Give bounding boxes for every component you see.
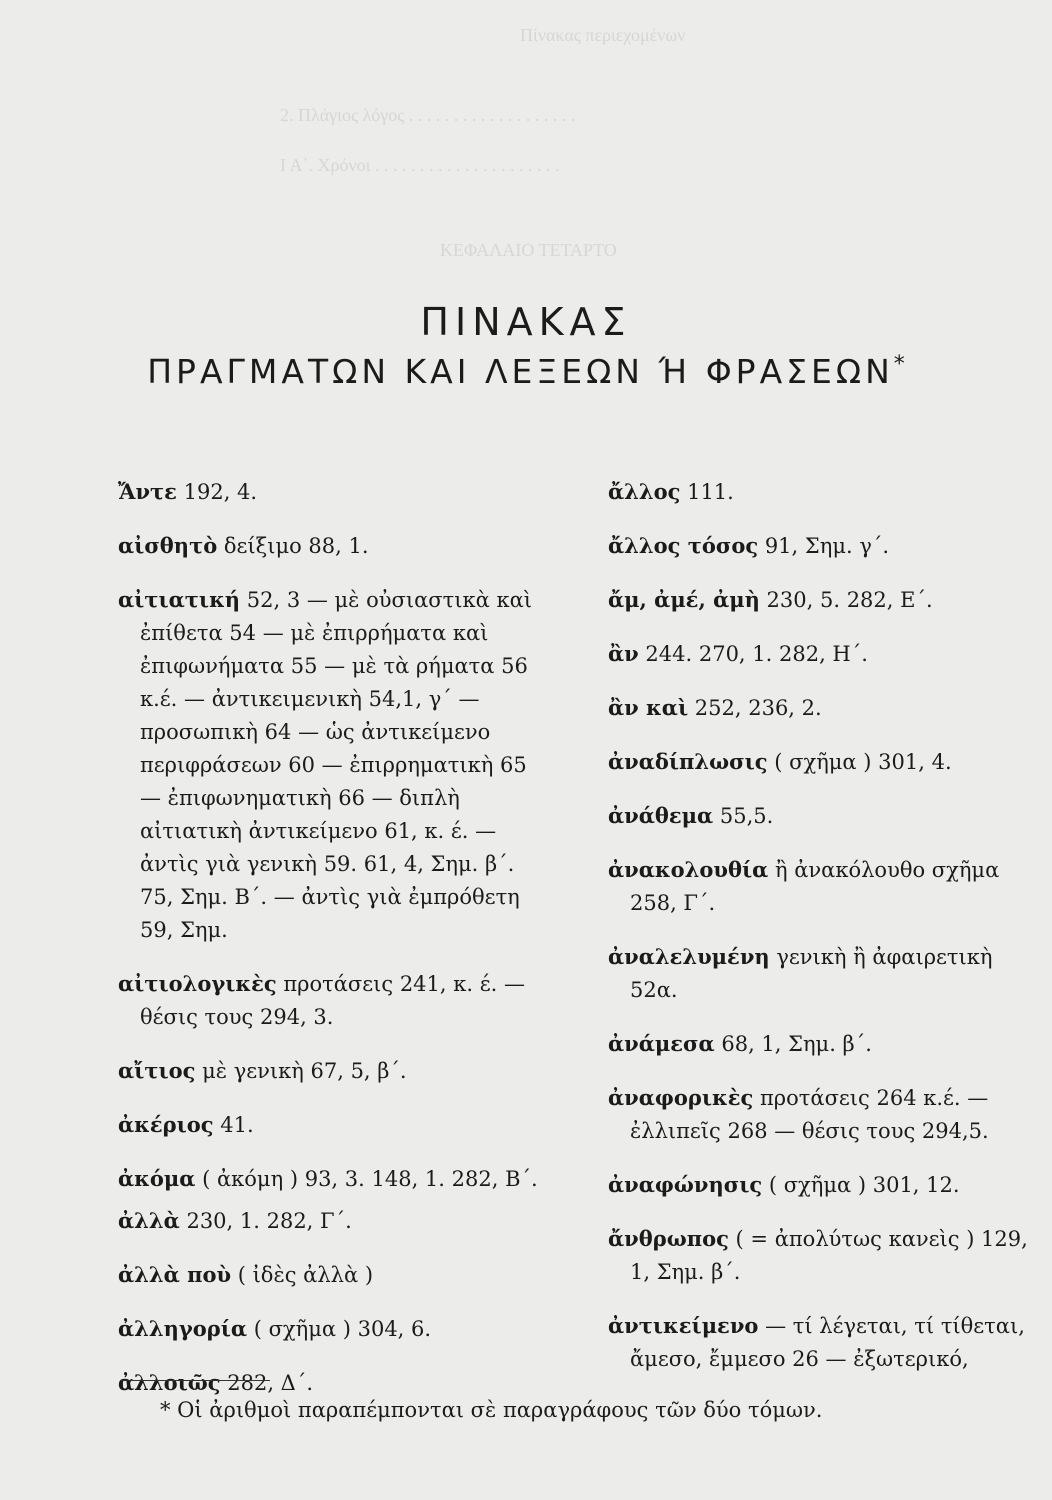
bleed-line: ΚΕΦΑΛΑΙΟ ΤΕΤΑΡΤΟ <box>440 240 617 260</box>
index-references: ( σχῆμα ) 301, 12. <box>762 1173 960 1197</box>
index-references: 91, Σημ. γ΄. <box>758 534 890 558</box>
index-entry <box>118 1366 550 1400</box>
index-references: 68, 1, Σημ. β΄. <box>714 1032 872 1056</box>
index-entry <box>608 799 1028 833</box>
subtitle-text: ΠΡΑΓΜΑΤΩΝ ΚΑΙ ΛΕΞΕΩΝ Ή ΦΡΑΣΕΩΝ <box>147 352 894 391</box>
index-references: προτάσεις 241, κ. έ. — θέσις τους 294, 3. <box>140 972 525 1029</box>
index-entry <box>118 1108 550 1142</box>
index-entry <box>118 1258 550 1292</box>
footnote: * Οἱ ἀριθμοὶ παραπέμπονται σὲ παραγράφους τῶν δύο τόμων. <box>160 1398 823 1422</box>
index-headword: αἰσθητὸ <box>118 533 218 558</box>
bleed-line: Πίνακας περιεχομένων <box>520 25 686 45</box>
index-headword: αἰτιολογικὲς <box>118 971 277 996</box>
index-entry <box>118 1312 550 1346</box>
index-entry <box>608 529 1028 563</box>
index-references: 244. 270, 1. 282, Η΄. <box>638 642 868 666</box>
index-references: 230, 1. 282, Γ΄. <box>179 1209 352 1233</box>
index-entry <box>118 1204 550 1238</box>
index-column-right <box>608 475 1028 1396</box>
index-entry <box>118 583 550 947</box>
index-entry <box>608 583 1028 617</box>
index-headword: αἰτιατική <box>118 587 241 612</box>
index-headword: ἀναφορικὲς <box>608 1085 754 1110</box>
index-references: μὲ γενικὴ 67, 5, β΄. <box>195 1059 407 1083</box>
index-references: 52, 3 — μὲ οὐσιαστικὰ καὶ ἐπίθετα 54 — μὲ ἐπιρρήματα καὶ ἐπιφωνήματα 55 — μὲ τὰ ρήματα 56 κ.έ. — ἀντικειμενικὴ 54,1, γ΄ — προσωπικὴ 64 — ὡς ἀντικείμενο περιφράσεων 60 — ἐπιρρηματικὴ 65 — ἐπιφωνηματικὴ 66 — διπλὴ αἰτιατικὴ ἀντικείμενο 61, κ. έ. — ἀντὶς γιὰ γενικὴ 59. 61, 4, Σημ. β΄. 75, Σημ. Β΄. — ἀντὶς γιὰ ἐμπρόθετη 59, Σημ. <box>140 588 532 942</box>
index-entry <box>608 745 1028 779</box>
index-headword: ἀναλελυμένη <box>608 944 770 969</box>
index-headword: ἀλλὰ ποὺ <box>118 1262 232 1287</box>
index-entry <box>608 1222 1028 1289</box>
index-references: — τί λέγεται, τί τίθεται, ἄμεσο, ἔμμεσο 26 — ἐξωτερικό, <box>630 1314 1025 1371</box>
index-headword: ἀλλοιῶς <box>118 1370 221 1395</box>
index-headword: ἄμ, ἀμέ, ἀμὴ <box>608 587 760 612</box>
index-headword: ἀνακολουθία <box>608 857 769 882</box>
index-entry <box>608 1027 1028 1061</box>
index-entry <box>608 691 1028 725</box>
page-title: ΠΙΝΑΚΑΣ <box>420 300 632 344</box>
bleed-line: 2. Πλάγιος λόγος . . . . . . . . . . . . . . . . . . . <box>280 105 576 125</box>
index-headword: ἀναφώνησις <box>608 1172 763 1197</box>
index-references: 192, 4. <box>176 480 258 504</box>
index-references: ἢ ἀνακόλουθο σχῆμα 258, Γ΄. <box>630 858 1000 915</box>
index-headword: ἀκόμα <box>118 1166 196 1191</box>
index-headword: ἀκέριος <box>118 1112 214 1137</box>
index-entry <box>118 967 550 1034</box>
index-entry <box>118 529 550 563</box>
footnote-marker: * <box>893 352 905 377</box>
index-entry <box>608 940 1028 1007</box>
index-headword: ἂν <box>608 641 639 666</box>
index-headword: ἄλλος τόσος <box>608 533 759 558</box>
index-references: 252, 236, 2. <box>688 696 822 720</box>
index-entry <box>608 1081 1028 1148</box>
index-entry <box>608 1309 1028 1376</box>
index-references: προτάσεις 264 κ.έ. — ἐλλιπεῖς 268 — θέσις τους 294,5. <box>630 1086 989 1143</box>
index-headword: ἀνάμεσα <box>608 1031 715 1056</box>
index-headword: αἴτιος <box>118 1058 196 1083</box>
index-headword: Ἄντε <box>118 479 177 504</box>
footnote-rule <box>120 1380 270 1381</box>
index-entry <box>608 1168 1028 1202</box>
bleed-through <box>0 0 1052 260</box>
index-headword: ἄλλος <box>608 479 681 504</box>
index-references: 41. <box>213 1113 254 1137</box>
index-references: ( = ἀπολύτως κανεὶς ) 129, 1, Σημ. β΄. <box>630 1227 1028 1284</box>
index-entry <box>608 853 1028 920</box>
index-column-left <box>118 475 550 1420</box>
index-entry <box>608 637 1028 671</box>
index-entry <box>608 475 1028 509</box>
page-subtitle <box>0 352 1052 391</box>
index-references: 111. <box>680 480 734 504</box>
index-references: ( ἀκόμη ) 93, 3. 148, 1. 282, Β΄. <box>195 1167 538 1191</box>
index-references: ( ἰδὲς ἀλλὰ ) <box>231 1263 374 1287</box>
index-entry <box>118 475 550 509</box>
index-references: 282, Δ΄. <box>220 1371 314 1395</box>
index-references: 230, 5. 282, Ε΄. <box>759 588 933 612</box>
index-entry <box>118 1054 550 1088</box>
index-headword: ἀλληγορία <box>118 1316 248 1341</box>
index-references: ( σχῆμα ) 304, 6. <box>247 1317 432 1341</box>
index-headword: ἀνάθεμα <box>608 803 714 828</box>
bleed-line: Ι Α΄. Χρόνοι . . . . . . . . . . . . . . . . . . . . . <box>280 155 560 175</box>
index-headword: ἀναδίπλωσις <box>608 749 768 774</box>
index-headword: ἀντικείμενο <box>608 1313 759 1338</box>
index-references: γενικὴ ἢ ἀφαιρετικὴ 52α. <box>630 945 993 1002</box>
index-headword: ἂν καὶ <box>608 695 689 720</box>
index-headword: ἄνθρωπος <box>608 1226 729 1251</box>
index-headword: ἀλλὰ <box>118 1208 180 1233</box>
index-references: δείξιμο 88, 1. <box>217 534 369 558</box>
index-references: 55,5. <box>713 804 774 828</box>
index-entry <box>118 1162 550 1196</box>
index-references: ( σχῆμα ) 301, 4. <box>767 750 952 774</box>
